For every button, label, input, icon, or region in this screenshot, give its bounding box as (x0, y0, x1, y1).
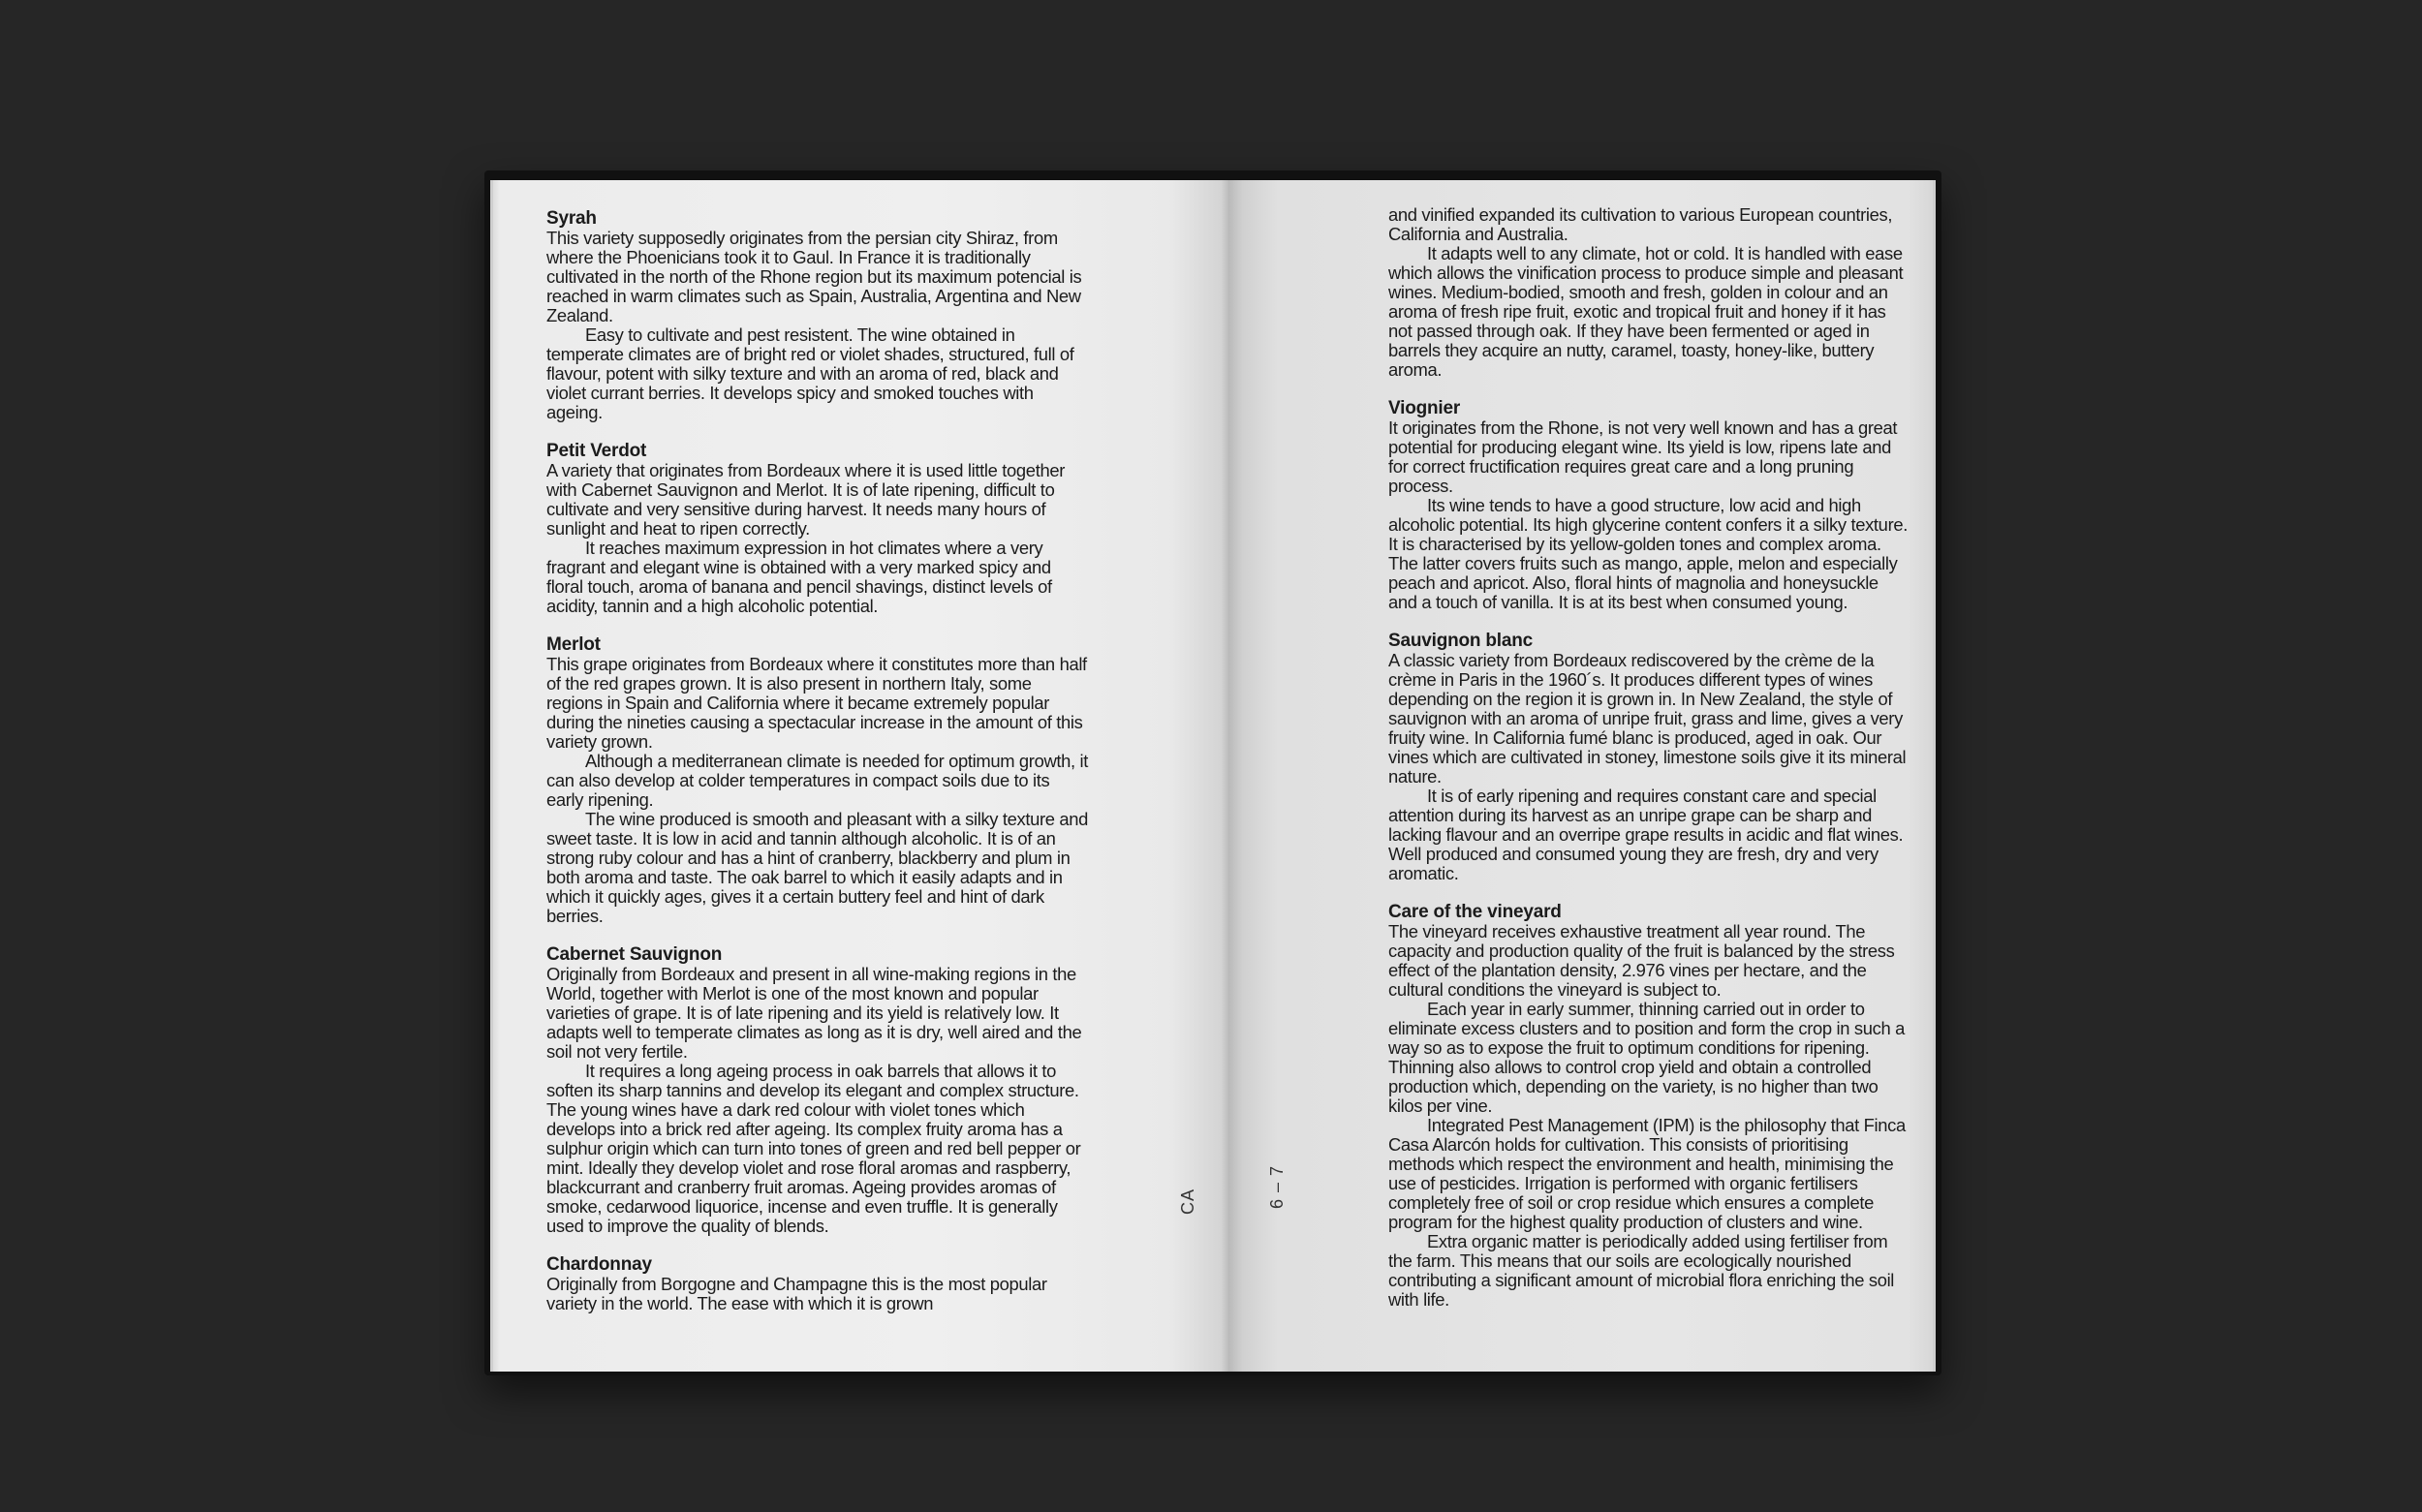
paragraph: The wine produced is smooth and pleasant with a silky texture and sweet taste. It is low in acid and tannin although alcoholic. It is of an strong ruby colour and has a hint of cranberry, blackberry and plum in both aroma and taste. The oak barrel to which it easily adapts and in which it quickly ages, gives it a certain buttery feel and hint of dark berries. (546, 809, 1089, 926)
section-merlot (546, 635, 1089, 926)
section-petit-verdot (546, 442, 1089, 616)
paragraph: It requires a long ageing process in oak barrels that allows it to soften its sharp tannins and develop its elegant and complex structure. The young wines have a dark red colour with violet tones which develops into a brick red after ageing. Its complex fruity aroma has a sulphur origin which can turn into tones of green and red bell pepper or mint. Ideally they develop violet and rose floral aromas and raspberry, blackcurrant and cranberry fruit aromas. Ageing provides aromas of smoke, cedarwood liquorice, incense and even truffle. It is generally used to improve the quality of blends. (546, 1061, 1081, 1236)
left-page-edge (490, 180, 493, 1372)
section-title: Petit Verdot (546, 441, 647, 461)
section-title: Cabernet Sauvignon (546, 944, 723, 965)
right-page-edge (1933, 180, 1936, 1372)
paragraph: Easy to cultivate and pest resistent. The wine obtained in temperate climates are of bright red or violet shades, structured, full of flavour, potent with silky texture and with an aroma of red, black and violet currant berries. It develops spicy and smoked touches with ageing. (546, 324, 1074, 422)
section-title: Care of the vineyard (1388, 902, 1562, 922)
paragraph: and vinified expanded its cultivation to various European countries, California and Australia. (1388, 204, 1893, 244)
paragraph: It adapts well to any climate, hot or cold. It is handled with ease which allows the vinification process to produce simple and pleasant wines. Medium-bodied, smooth and fresh, golden in colour and an aroma of fresh ripe fruit, exotic and tropical fruit and honey if it has not passed through oak. If they have been fermented or aged in barrels they acquire an nutty, caramel, toasty, honey-like, buttery aroma. (1388, 243, 1904, 380)
left-text-column (546, 209, 1089, 1333)
section-chardonnay (546, 1255, 1089, 1313)
section-title: Sauvignon blanc (1388, 631, 1534, 651)
paragraph: The vineyard receives exhaustive treatment all year round. The capacity and production quality of the fruit is balanced by the stress effect of the plantation density, 2.976 vines per hectare, and the cultural conditions the vineyard is subject to. (1388, 921, 1895, 1000)
paragraph: A variety that originates from Bordeaux where it is used little together with Cabernet Sauvignon and Merlot. It is of late ripening, difficult to cultivate and very sensitive during harvest. It needs many hours of sunlight and heat to ripen correctly. (546, 460, 1065, 539)
section-title: Merlot (546, 634, 601, 655)
paragraph: Extra organic matter is periodically added using fertiliser from the farm. This means that our soils are ecologically nourished contributing a significant amount of microbial flora enriching the soil with life. (1388, 1231, 1895, 1310)
paragraph: It originates from the Rhone, is not very well known and has a great potential for producing elegant wine. Its yield is low, ripens late and for correct fructification requires great care and a long pruning process. (1388, 417, 1898, 496)
section-care-of-the-vineyard (1388, 903, 1911, 1310)
paragraph: It reaches maximum expression in hot climates where a very fragrant and elegant wine is obtained with a very marked spicy and floral touch, aroma of banana and pencil shavings, distinct levels of acidity, tannin and a high alcoholic potential. (546, 538, 1052, 616)
left-folio: CA (1178, 1188, 1197, 1215)
section-title: Viognier (1388, 398, 1461, 418)
section-sauvignon-blanc (1388, 632, 1911, 883)
section-title: Chardonnay (546, 1254, 652, 1275)
section-cabernet-sauvignon (546, 945, 1089, 1236)
paragraph: This grape originates from Bordeaux where it constitutes more than half of the red grapes grown. It is also present in northern Italy, some regions in Spain and California where it became extremely popular during the nineties causing a spectacular increase in the amount of this variety grown. (546, 654, 1087, 752)
paragraph: Its wine tends to have a good structure, low acid and high alcoholic potential. Its high glycerine content confers it a silky texture. It is characterised by its yellow-golden tones and complex aroma. The latter covers fruits such as mango, apple, melon and especially peach and apricot. Also, floral hints of magnolia and honeysuckle and a touch of vanilla. It is at its best when consumed young. (1388, 495, 1908, 612)
left-page (490, 180, 1228, 1372)
paragraph: Originally from Bordeaux and present in all wine-making regions in the World, together with Merlot is one of the most known and popular varieties of grape. It is of late ripening and its yield is relatively low. It adapts well to temperate climates as long as it is dry, well aired and the soil not very fertile. (546, 964, 1082, 1062)
paragraph: This variety supposedly originates from the persian city Shiraz, from where the Phoenicians took it to Gaul. In France it is traditionally cultivated in the north of the Rhone region but its maximum potencial is reached in warm climates such as Spain, Australia, Argentina and New Zealand. (546, 228, 1082, 325)
right-text-column (1388, 205, 1911, 1329)
section-title: Syrah (546, 208, 597, 229)
right-folio: 6 – 7 (1267, 1164, 1287, 1209)
paragraph: Although a mediterranean climate is needed for optimum growth, it can also develop at colder temperatures in compact soils due to its early ripening. (546, 751, 1089, 810)
paragraph: A classic variety from Bordeaux rediscovered by the crème de la crème in Paris in the 1960´s. It produces different types of wines depending on the region it is grown in. In New Zealand, the style of sauvignon with an aroma of unripe fruit, grass and lime, gives a very fruity wine. In California fumé blanc is produced, aged in oak. Our vines which are cultivated in stoney, limestone soils give it its mineral nature. (1388, 650, 1907, 787)
chardonnay-continuation (1388, 205, 1911, 380)
section-syrah (546, 209, 1089, 422)
paragraph: Each year in early summer, thinning carried out in order to eliminate excess clusters and to position and form the crop in such a way so as to expose the fruit to optimum conditions for ripening. Thinning also allows to control crop yield and obtain a controlled production which, depending on the variety, is no higher than two kilos per vine. (1388, 999, 1905, 1116)
paragraph: It is of early ripening and requires constant care and special attention during its harvest as an unripe grape can be sharp and lacking flavour and an overripe grape results in acidic and flat wines. Well produced and consumed young they are fresh, dry and very aromatic. (1388, 786, 1904, 883)
section-viognier (1388, 399, 1911, 612)
paragraph: Originally from Borgogne and Champagne this is the most popular variety in the world. The ease with which it is grown (546, 1274, 1047, 1313)
right-page (1228, 180, 1936, 1372)
paragraph: Integrated Pest Management (IPM) is the philosophy that Finca Casa Alarcón holds for cultivation. This consists of prioritising methods which respect the environment and health, minimising the use of pesticides. Irrigation is performed with organic fertilisers completely free of soil or crop residue which ensures a complete program for the highest quality production of clusters and wine. (1388, 1115, 1906, 1232)
